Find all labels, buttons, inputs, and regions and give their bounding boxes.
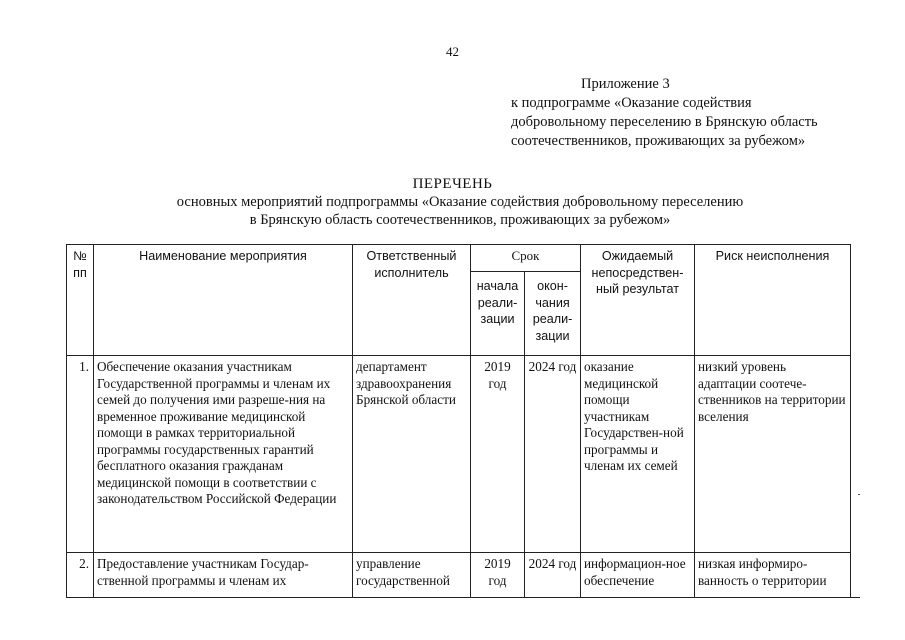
header-term: Срок: [471, 245, 581, 272]
document-subtitle: [150, 193, 770, 229]
appendix-line-2: добровольному переселению в Брянскую область: [511, 114, 818, 130]
page-number: 42: [446, 44, 459, 59]
header-name: Наименование мероприятия: [94, 245, 353, 356]
appendix-title: Приложение 3: [581, 76, 670, 92]
row-number: 2.: [67, 553, 94, 598]
row-risk: низкая информиро-ванность о территории: [695, 553, 851, 598]
row-end: 2024 год: [525, 356, 581, 553]
row-start: 2019 год: [471, 356, 525, 553]
row-responsible: департамент здравоохранения Брянской области: [353, 356, 471, 553]
scan-mark: [858, 494, 860, 495]
header-num: № пп: [67, 245, 94, 356]
document-subtitle-line-1: основных мероприятий подпрограммы «Оказание содействия добровольному переселению: [176, 194, 744, 210]
row-responsible: управление государственной: [353, 553, 471, 598]
table-row: [67, 356, 851, 553]
measures-table: [66, 244, 851, 597]
header-term-start: начала реали-зации: [471, 272, 525, 356]
header-term-end: окон-чания реали-зации: [525, 272, 581, 356]
appendix-block: [511, 75, 871, 151]
row-risk: низкий уровень адаптации соотече-ственников на территории вселения: [695, 356, 851, 553]
document-subtitle-line-2: в Брянскую область соотечественников, проживающих за рубежом»: [249, 212, 671, 228]
table-row: [67, 553, 851, 598]
row-result: информацион-ное обеспечение: [581, 553, 695, 598]
row-name: Предоставление участникам Государ-ственной программы и членам их: [94, 553, 353, 598]
appendix-line-1: к подпрограмме «Оказание содействия: [511, 95, 752, 111]
header-responsible: Ответственный исполнитель: [353, 245, 471, 356]
document-title: ПЕРЕЧЕНЬ: [412, 176, 493, 192]
table-header-row: [67, 245, 851, 272]
row-start: 2019 год: [471, 553, 525, 598]
row-end: 2024 год: [525, 553, 581, 598]
table-bottom-border: [66, 597, 860, 598]
row-result: оказание медицинской помощи участникам Государствен-ной программы и членам их семей: [581, 356, 695, 553]
appendix-line-3: соотечественников, проживающих за рубежом»: [511, 133, 806, 149]
row-number: 1.: [67, 356, 94, 553]
header-risk: Риск неисполнения: [695, 245, 851, 356]
row-name: Обеспечение оказания участникам Государственной программы и членам их семей до получения ими разреше-ния на временное проживание медицинской помощи в рамках территориальной программы государственных гарантий бесплатного оказания гражданам медицинской помощи в соответствии с законодательством Российской Федерации: [94, 356, 353, 553]
header-result: Ожидаемый непосредствен-ный результат: [581, 245, 695, 356]
